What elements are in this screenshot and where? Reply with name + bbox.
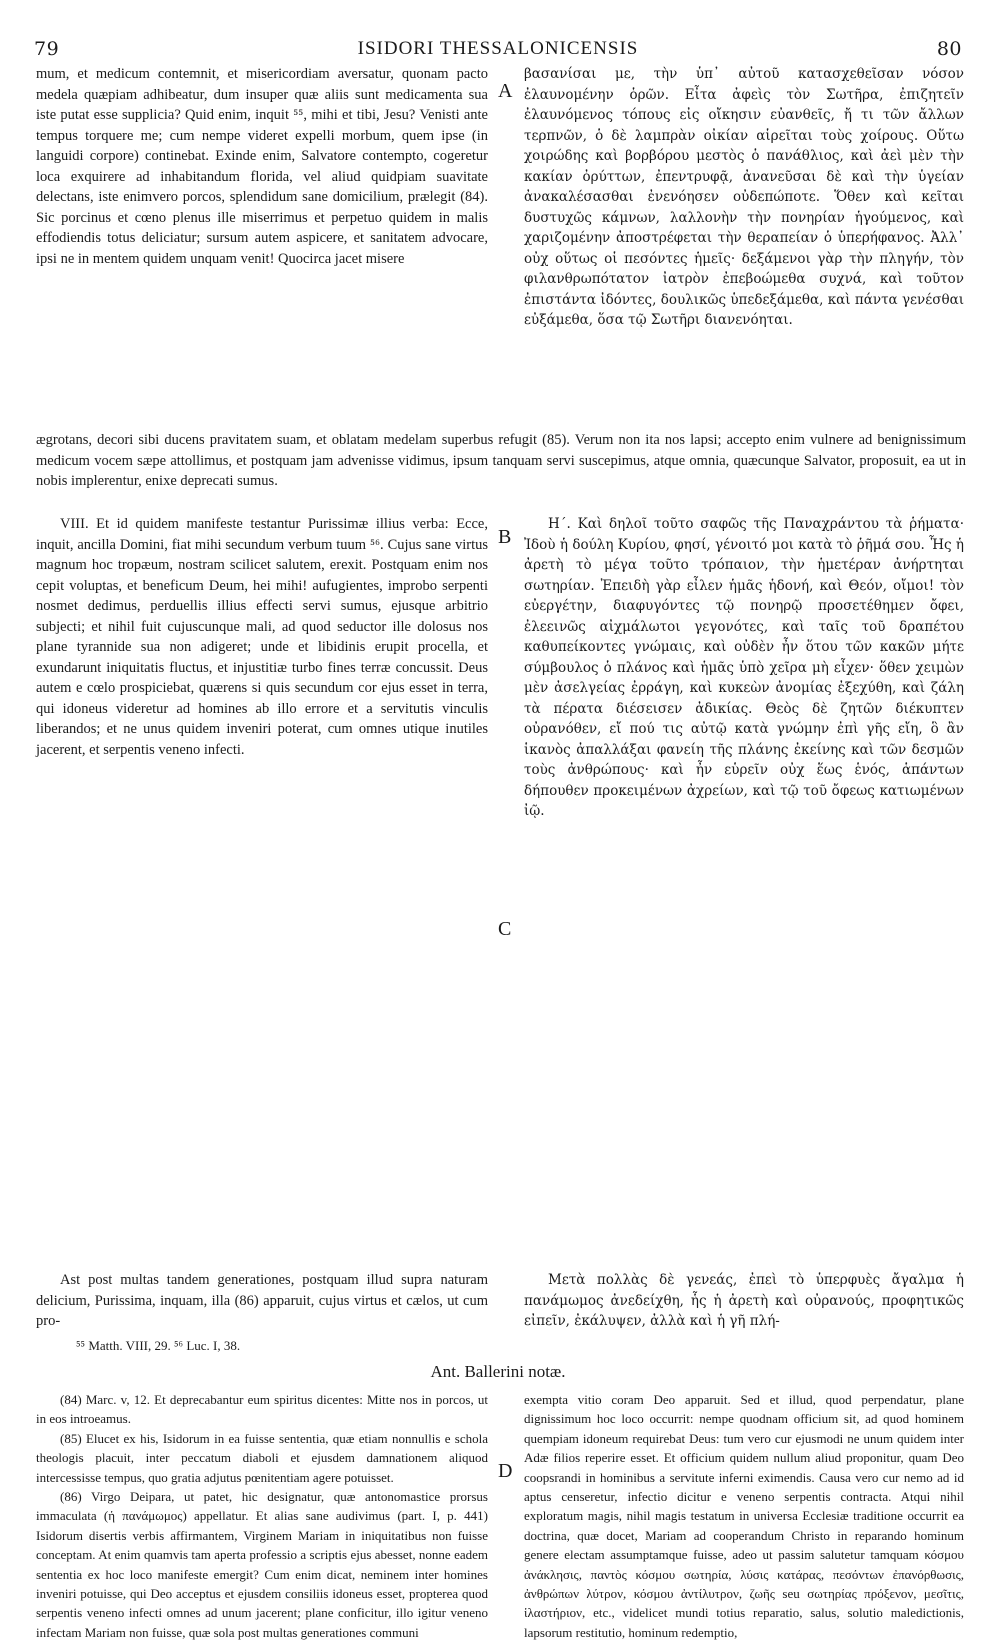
margin-marker-c: C (498, 918, 512, 940)
greek-section-viii: Η΄. Καὶ δηλοῖ τοῦτο σαφῶς τῆς Παναχράντου τὰ ῥήματα· Ἰδοὺ ἡ δούλη Κυρίου, φησί, γένοιτό μοι κατὰ τὸ ῥῆμά σου. Ἧς ἡ ἀρετὴ τὸ μέγα τοῦτο τρόπαιον, τὴν ἡμετέραν ἀνήρτηται σωτηρίαν. Ἐπειδὴ γὰρ εἶλεν ἡμᾶς ἡδονή, καὶ Θεόν, οἴμοι! τὸν εὐεργέτην, διαφυγόντες τῷ πονηρῷ προσετέθημεν ὄφει, ἐλεεινῶς αἰχμάλωτοι γεγονότες, καὶ ταῖς τοῦ δραπέτου καθυπείκοντες γνώμαις, καὶ οὐδὲν ἦν ὅτου τῶν κακῶν μήτε σύμβουλος ὁ πλάνος καὶ ἡμᾶς ὑπὸ χεῖρα μὴ εἶχεν· ὅθεν χειμὼν μὲν ἀσελγείας ἐρράγη, καὶ κυκεὼν ἀνομίας ἐξεχύθη, καὶ ζάλη τὰ πέρατα διέσεισεν ἀδικίας. Θεὸς δὲ ζητῶν διέκυπτεν οὐρανόθεν, εἴ πού τις αὐτῷ κατὰ γνώμην ἐπὶ γῆς εἴη, ὃ ἂν ἱκανὸς ἀπαλλάξαι φανείη τῆς πλάνης ἐκείνης καὶ τῶν δεσμῶν τοὺς ἀνθρώπους· καὶ ἦν εὑρεῖν οὐχ ἕως ἑνός, ἁπάντων δήπουθεν προκειμένων ἀχρείων, καὶ τῷ τοῦ ὄφεως κατιωμένων ἰῷ. (524, 516, 964, 819)
note-86: (86) Virgo Deipara, ut patet, hic designatur, quæ antonomastice prorsus immaculata (ἡ πανάμωμος) appellatur. Et alias sane audivimus (part. I, p. 441) Isidorum disertis verbis affirmantem, Virginem Mariam in iniquitatibus non fuisse conceptam. At enim quamvis tam aperta professio a scriptis ejus abesset, nonne eadem sententia ex hoc loco manifeste emergit? Cum enim dicat, neminem inter homines inveniri potuisse, qui Deo acceptus et ejusdem consiliis idoneus esset, propterea quod serpentis veneno infecti omnes ad unum jacerent; plane conficitur, illo igitur veneno infectam Mariam non fuisse, quæ sola post multas generationes communi (36, 1489, 488, 1640)
latin-text-block-4: Ast post multas tandem generationes, postquam illud supra naturam delicium, Purissima, inquam, illa (86) apparuit, cujus virtus et cælos, ut cum pro- (36, 1272, 488, 1329)
latin-text-block-1: mum, et medicum contemnit, et misericordiam aversatur, quonam pacto medela quæpiam adhibeatur, dum insuper quæ aliis sunt medicamenta sua iste putat esse supplicia? Quid enim, inquit ⁵⁵, mihi et tibi, Jesu? Venisti ante tempus torquere me; cum nempe videret expelli morbum, quem ipse (in languidi corpore) continebat. Exinde enim, Salvatore contempto, cogeretur loca exquirere ad inhabitandum florida, vel aliud quidpiam suavitate delectans, iste enimvero porcos, splendidum sane domicilium, prælegit (84). Sic porcinus et cœno plenus ille miserrimus et perpetuo quidem in malis effodiendis totus deliciatur; sursum autem aspicere, et sanitatem advocare, ipsi ne in mentem quidem unquam venit! Quocirca jacet misere (36, 66, 488, 267)
greek-text-block-4: Μετὰ πολλὰς δὲ γενεάς, ἐπεὶ τὸ ὑπερφυὲς ἄγαλμα ἡ πανάμωμος ἀνεδείχθη, ἧς ἡ ἀρετὴ καὶ οὐρανούς, προφητικῶς εἰπεῖν, ἐκάλυψεν, ἀλλὰ καὶ ἡ γῆ πλή- (524, 1272, 964, 1329)
notes-title: Ant. Ballerini notæ. (430, 1362, 566, 1381)
notes-left-column (36, 1390, 488, 1642)
margin-marker-a: A (498, 80, 513, 102)
margin-marker-b: B (498, 526, 512, 548)
page-number-left: 79 (34, 38, 60, 60)
note-85: (85) Elucet ex his, Isidorum in ea fuisse sententia, quæ etiam nonnullis e schola theologis placuit, inter peccatum diaboli et ejusdem damnationem aliquod intercessisse tempus, quo gratia adjutus pœnitentiam agere potuisset. (36, 1430, 488, 1485)
scripture-footnotes: ⁵⁵ Matth. VIII, 29. ⁵⁶ Luc. I, 38. (76, 1338, 241, 1353)
page-number-right: 80 (936, 38, 962, 60)
latin-text-block-2: ægrotans, decori sibi ducens pravitatem suam, et oblatam medelam superbus refugit (85). Verum non ita nos lapsi; accepto enim vulnere ad benignissimum medicum vocem sæpe attollimus, et postquam jam advenisse vidimus, ipsum tanquam servi suscepimus, atque omnia, quæcunque Salvator, proposuit, ea ut in nobis implerentur, enixe deprecati sumus. (36, 432, 966, 489)
margin-marker-d: D (498, 1460, 513, 1482)
latin-section-viii: VIII. Et id quidem manifeste testantur Purissimæ illius verba: Ecce, inquit, ancilla Domini, fiat mihi secundum verbum tuum ⁵⁶. Cujus sane virtus magnum hoc tropæum, nostram scilicet salutem, erexit. Postquam enim nos cepit voluptas, et beneficum Deum, hei mihi! aufugientes, improbo serpenti nosmet dedimus, perduellis illius effecti servi sumus, ejusque arbitrio subjecti; et nihil fuit cujuscunque mali, ad quod seductor ille dolosus nos plane tyrannide sua non adigeret; unde et libidinis erupit procella, et exundarunt iniquitatis fluctus, et injustitiæ turbo fines terræ concussit. Deus autem e cœlo prospiciebat, quærens si quis secundum cor ejus esset in terra, qui idoneus videretur ad homines ab illo errore et a servitutis vinculis liberandos; et ne unus quidem inveniri poterat, cum omnes utique inutiles jacerent, et serpentis veneno infecti. (36, 516, 488, 758)
note-84: (84) Marc. v, 12. Et deprecabantur eum spiritus dicentes: Mitte nos in porcos, ut in eos introeamus. (36, 1392, 488, 1427)
running-title: ISIDORI THESSALONICENSIS (357, 38, 639, 59)
notes-right-column: exempta vitio coram Deo apparuit. Sed et illud, quod perpendatur, plane dignissimum hoc loco occurrit: nempe quodnam officium sit, ad quod hominem quempiam idoneum requirebat Deus: tum vero cur ejusmodi ne unum quidem inter Adæ filios reperire esset. Et officium quidem nullum aliud proponitur, quam Deo coopsrandi in hominibus a servitute inferni eximendis. Causa vero cur nemo ad id aptus censeretur, infectio dicitur e veneno serpentis contracta. Atqui nihil exploratum magis, nihil magis testatum in universa Ecclesiæ traditione occurrit ea doctrina, quæ docet, Mariam ad cooperandum Christo in reparando hominum genere electam assumptamque fuisse, adeo ut passim salutetur tamquam κόσμου ἀνάκλησις, παντὸς κόσμου σωτηρία, λύσις κατάρας, πεσόντων ἐπανόρθωσις, ἀνθρώπων λύτρον, κόσμου ἀντίλυτρον, ζωῆς seu σωτηρίας πρόξενον, μεσῖτις, ἱλαστήριον, etc., videlicet mundi totius reparatio, salus, solutio maledictionis, lapsorum restitutio, hominum redemptio, (524, 1392, 964, 1640)
greek-text-block-1: βασανίσαι με, τὴν ὑπ᾽ αὐτοῦ κατασχεθεῖσαν νόσον ἐλαυνομένην ὁρῶν. Εἶτα ἀφεὶς τὸν Σωτῆρα, ἐπιζητεῖν ἐλαυνόμενος τόπους εἰς οἴκησιν εὐανθεῖς, ἤ τι τῶν ἄλλων τερπνῶν, ὁ δὲ λαμπρὰν οἰκίαν αἱρεῖται τοὺς χοίρους. Οὕτω χοιρώδης καὶ βορβόρου μεστὸς ὁ πανάθλιος, καὶ ἀεὶ μὲν τὴν κακίαν ὀρύττων, ἐπεντρυφᾷ, ἀνανεῦσαι δὲ καὶ τὴν ὑγείαν ἀνακαλέσασθαι ἐνενόησεν οὐδεπώποτε. Ὅθεν καὶ κεῖται δυστυχῶς κάμνων, λαλλονὴν τὴν πονηρίαν ἡγούμενος, καὶ χαριζομένην ἀποστρέφεται τὴν θεραπείαν ὁ ὑπερήφανος. Ἀλλ᾽ οὐχ οὕτως οἱ πεσόντες ἡμεῖς· δεξάμενοι γὰρ τὴν πληγήν, τὸν φιλανθρωπότατον ἰατρὸν ἐπεβοώμεθα συχνά, καὶ τοῦτον ἐπιστάντα ἰδόντες, δουλικῶς ὑπεδεξάμεθα, καὶ πάντα γενέσθαι εὐξάμεθα, ὅσα τῷ Σωτῆρι διανενόηται. (524, 66, 964, 328)
